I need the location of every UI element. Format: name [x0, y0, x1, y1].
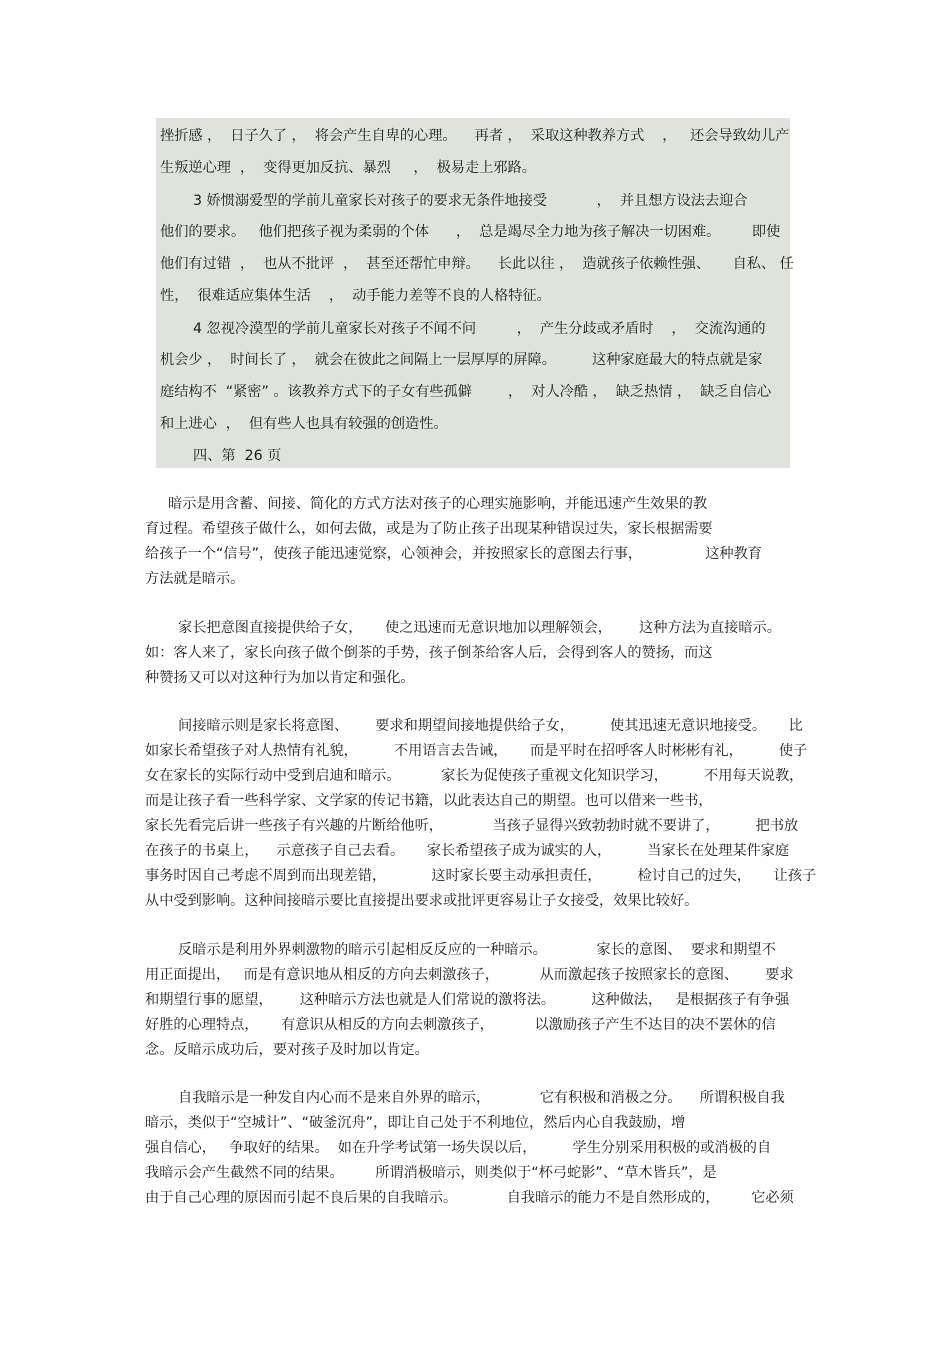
body-text-line: 和期望行事的愿望， 这种暗示方法也就是人们常说的激将法。 这种做法， 是根据孩子有争强	[145, 992, 790, 1008]
box-text-line: 3 娇惯溺爱型的学前儿童家长对孩子的要求无条件地接受 ， 并且想方设法去迎合	[193, 193, 748, 209]
body-text-line: 如：客人来了，家长向孩子做个倒茶的手势，孩子倒茶给客人后，会得到客人的赞扬，而这	[145, 645, 713, 661]
body-text-line: 女在家长的实际行动中受到启迪和暗示。 家长为促使孩子重视文化知识学习， 不用每天说教，	[145, 768, 804, 784]
page-number-heading: 四、第 26 页	[193, 448, 282, 464]
body-text-line: 由于自己心理的原因而引起不良后果的自我暗示。 自我暗示的能力不是自然形成的， 它必须	[145, 1190, 794, 1206]
body-text-line: 从中受到影响。这种间接暗示要比直接提出要求或批评更容易让子女接受，效果比较好。	[145, 893, 699, 909]
body-text-line: 暗示，类似于“空城计”、“破釜沉舟”，即让自己处于不利地位，然后内心自我鼓励，增	[145, 1115, 686, 1131]
box-text-line: 他们的要求。 他们把孩子视为柔弱的个体 ， 总是竭尽全力地为孩子解决一切困难。 即使	[160, 224, 781, 240]
body-text-line: 种赞扬又可以对这种行为加以肯定和强化。	[145, 670, 415, 686]
body-text-line: 如家长希望孩子对人热情有礼貌， 不用语言去告诫， 而是平时在招呼客人时彬彬有礼， 使子	[145, 743, 808, 759]
body-text-line: 强自信心， 争取好的结果。 如在升学考试第一场失误以后， 学生分别采用积极的或消极的自	[145, 1140, 772, 1156]
box-text-line: 4 忽视冷漠型的学前儿童家长对孩子不闻不问 ， 产生分歧或矛盾时 ， 交流沟通的	[193, 321, 766, 337]
body-text-line: 好胜的心理特点， 有意识从相反的方向去刺激孩子， 以激励孩子产生不达目的决不罢休的信	[145, 1017, 776, 1033]
body-text-line: 家长先看完后讲一些孩子有兴趣的片断给他听， 当孩子显得兴致勃勃时就不要讲了， 把书放	[145, 818, 799, 834]
body-text-line: 念。反暗示成功后，要对孩子及时加以肯定。	[145, 1042, 429, 1058]
body-text-line: 事务时因自己考虑不周到而出现差错， 这时家长要主动承担责任， 检讨自己的过失， 让孩子	[145, 868, 817, 884]
body-text-line: 间接暗示则是家长将意图、 要求和期望间接地提供给子女， 使其迅速无意识地接受。 比	[178, 718, 803, 734]
box-text-line: 和上进心 ， 但有些人也具有较强的创造性。	[160, 416, 448, 432]
body-text-line: 育过程。希望孩子做什么，如何去做，或是为了防止孩子出现某种错误过失，家长根据需要	[145, 521, 713, 537]
body-text-line: 反暗示是利用外界刺激物的暗示引起相反反应的一种暗示。 家长的意图、 要求和期望不	[178, 942, 776, 958]
box-text-line: 庭结构不 “紧密” 。该教养方式下的子女有些孤僻 ， 对人冷酷 ， 缺乏热情 ， 缺乏自信心	[160, 384, 772, 400]
box-text-line: 生叛逆心理 ， 变得更加反抗、暴烈 ， 极易走上邪路。	[160, 160, 536, 176]
body-text-line: 我暗示会产生截然不同的结果。 所谓消极暗示，则类似于“杯弓蛇影”、“草木皆兵”，是	[145, 1165, 717, 1181]
body-text-line: 暗示是用含蓄、间接、简化的方式方法对孩子的心理实施影响，并能迅速产生效果的教	[168, 496, 708, 512]
body-text-line: 而是让孩子看一些科学家、文学家的传记书籍，以此表达自己的期望。也可以借来一些书，	[145, 793, 713, 809]
body-text-line: 给孩子一个“信号”，使孩子能迅速觉察，心领神会，并按照家长的意图去行事， 这种教育	[145, 546, 762, 562]
body-text-line: 自我暗示是一种发自内心而不是来自外界的暗示， 它有积极和消极之分。 所谓积极自我	[178, 1090, 785, 1106]
body-text-line: 在孩子的书桌上， 示意孩子自己去看。 家长希望孩子成为诚实的人， 当家长在处理某件家庭	[145, 843, 790, 859]
body-text-line: 用正面提出， 而是有意识地从相反的方向去刺激孩子， 从而激起孩子按照家长的意图、 要求	[145, 967, 794, 983]
body-text-line: 家长把意图直接提供给子女， 使之迅速而无意识地加以理解领会， 这种方法为直接暗示。	[178, 620, 781, 636]
box-text-line: 机会少 ， 时间长了 ， 就会在彼此之间隔上一层厚厚的屏障。 这种家庭最大的特点就是家	[160, 352, 763, 368]
box-text-line: 性， 很难适应集体生活 ， 动手能力差等不良的人格特征。	[160, 288, 551, 304]
box-text-line: 他们有过错 ， 也从不批评 ， 甚至还帮忙申辩。 长此以往 ， 造就孩子依赖性强、 自私、 任	[160, 256, 794, 272]
box-text-line: 挫折感 ， 日子久了 ， 将会产生自卑的心理。 再者 ， 采取这种教养方式 ， 还会导致幼儿产	[160, 128, 790, 144]
body-text-line: 方法就是暗示。	[145, 571, 245, 587]
